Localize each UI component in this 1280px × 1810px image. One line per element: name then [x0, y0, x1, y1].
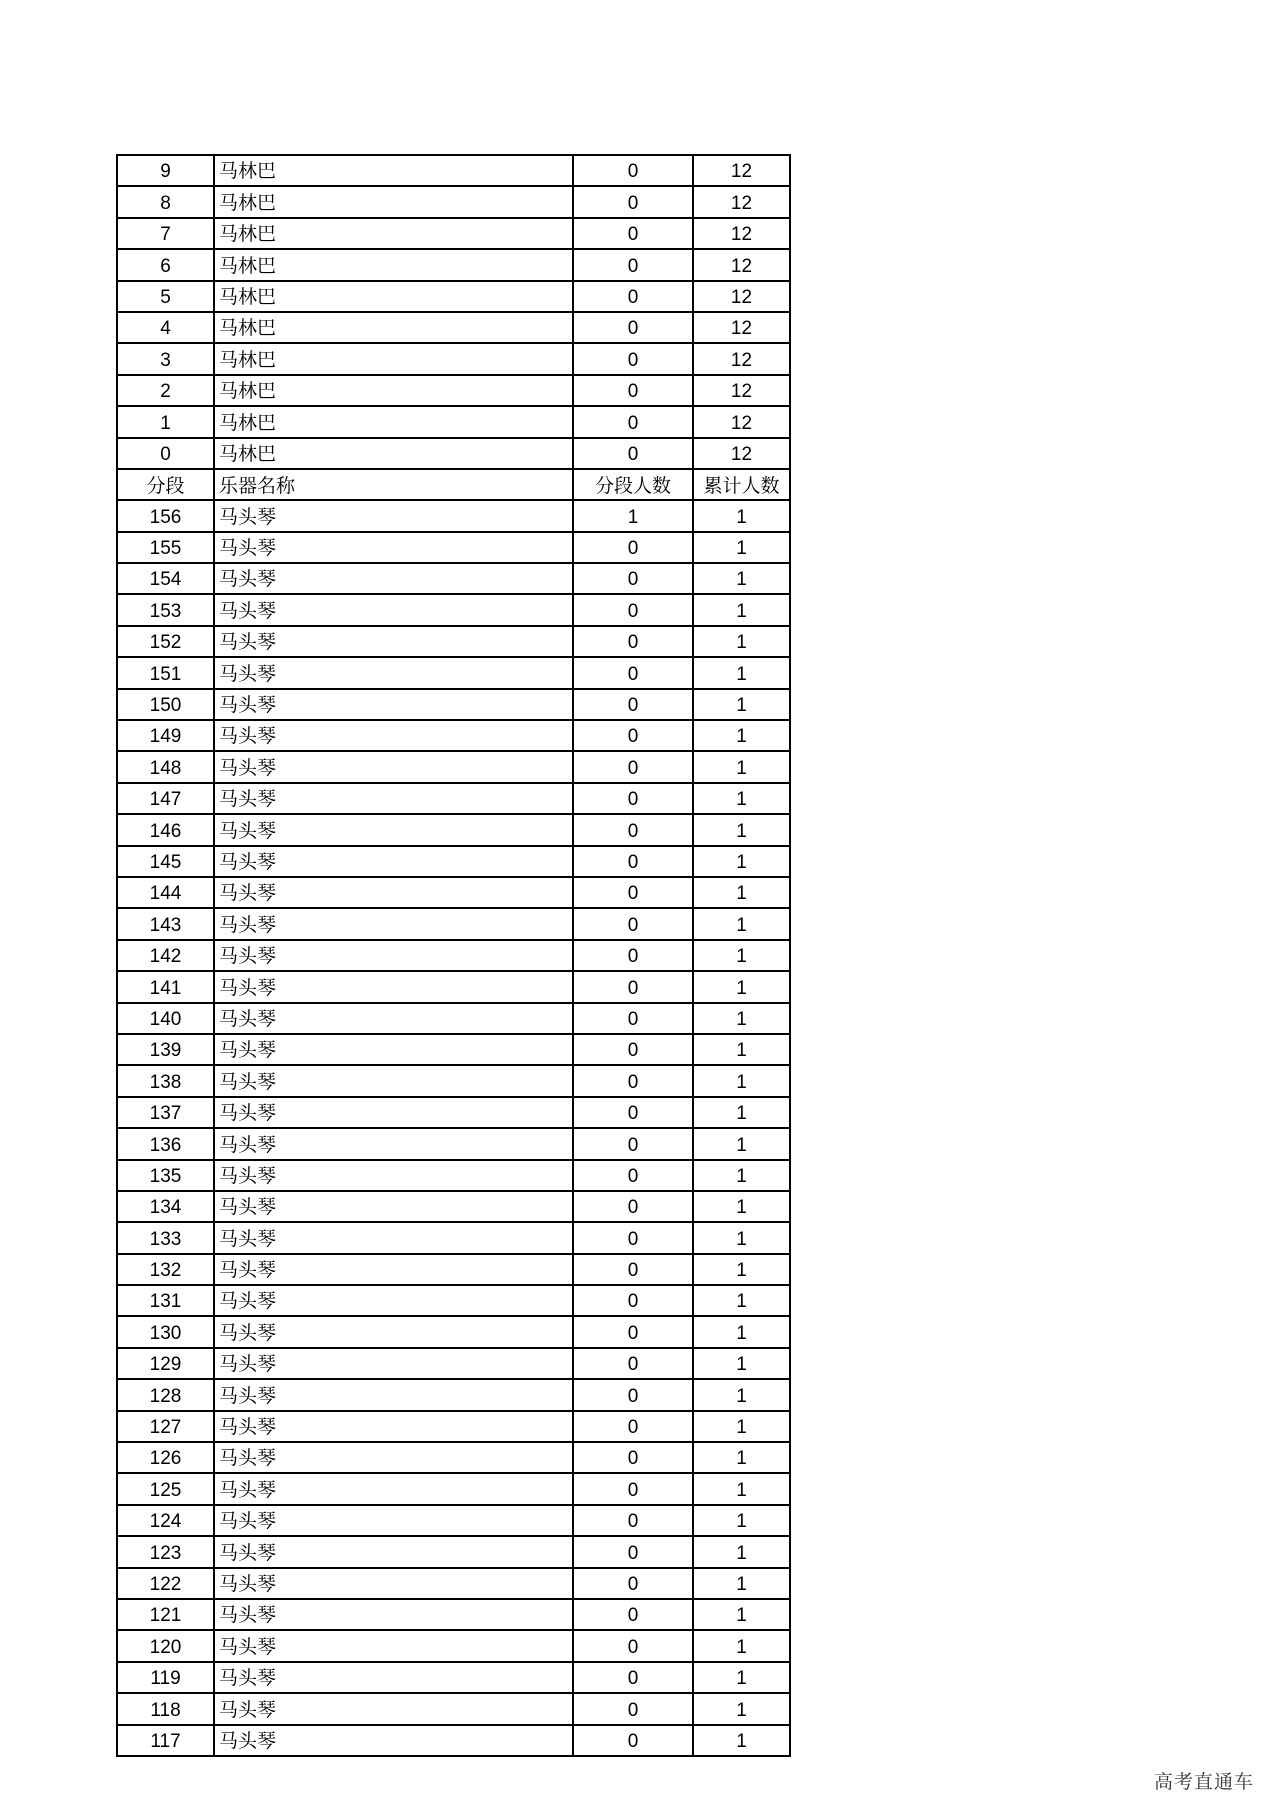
- instrument-name-cell: 马头琴: [214, 940, 573, 971]
- segment-count-cell: 0: [573, 1505, 693, 1536]
- instrument-name-cell: 马头琴: [214, 1222, 573, 1253]
- instrument-name-cell: 马头琴: [214, 783, 573, 814]
- segment-count-cell: 0: [573, 343, 693, 374]
- table-row: [117, 1630, 790, 1661]
- segment-cell: 154: [117, 563, 214, 594]
- instrument-name-cell: 马林巴: [214, 438, 573, 469]
- table-row: [117, 343, 790, 374]
- instrument-name-cell: 马头琴: [214, 1316, 573, 1347]
- instrument-name-cell: 马头琴: [214, 720, 573, 751]
- segment-cell: 122: [117, 1568, 214, 1599]
- segment-cell: 120: [117, 1630, 214, 1661]
- segment-cell: 134: [117, 1191, 214, 1222]
- cumulative-count-cell: 1: [693, 908, 790, 939]
- table-row: [117, 1662, 790, 1693]
- table-row: [117, 689, 790, 720]
- instrument-name-cell: 马头琴: [214, 1285, 573, 1316]
- segment-cell: 7: [117, 218, 214, 249]
- segment-cell: 9: [117, 155, 214, 186]
- segment-count-cell: 0: [573, 1442, 693, 1473]
- segment-cell: 128: [117, 1379, 214, 1410]
- table-row: [117, 1222, 790, 1253]
- cumulative-count-cell: 12: [693, 249, 790, 280]
- segment-cell: 155: [117, 532, 214, 563]
- table-row: [117, 218, 790, 249]
- cumulative-count-cell: 1: [693, 1348, 790, 1379]
- instrument-name-cell: 马头琴: [214, 1191, 573, 1222]
- segment-cell: 119: [117, 1662, 214, 1693]
- cumulative-count-cell: 1: [693, 1630, 790, 1661]
- table-row: [117, 281, 790, 312]
- cumulative-count-cell: 1: [693, 1160, 790, 1191]
- segment-count-cell: 0: [573, 1065, 693, 1096]
- table-row: [117, 908, 790, 939]
- segment-cell: 132: [117, 1254, 214, 1285]
- cumulative-count-cell: 1: [693, 1254, 790, 1285]
- cumulative-count-cell: 1: [693, 532, 790, 563]
- segment-count-cell: 0: [573, 940, 693, 971]
- segment-cell: 2: [117, 375, 214, 406]
- segment-cell: 133: [117, 1222, 214, 1253]
- segment-cell: 138: [117, 1065, 214, 1096]
- table-row: [117, 563, 790, 594]
- cumulative-count-cell: 1: [693, 846, 790, 877]
- segment-cell: 144: [117, 877, 214, 908]
- table-row: [117, 500, 790, 531]
- instrument-name-cell: 马头琴: [214, 594, 573, 625]
- table-row: [117, 1568, 790, 1599]
- table-row: [117, 1348, 790, 1379]
- cumulative-count-cell: 12: [693, 343, 790, 374]
- segment-cell: 118: [117, 1693, 214, 1724]
- segment-count-cell: 0: [573, 1034, 693, 1065]
- instrument-name-cell: 马头琴: [214, 1442, 573, 1473]
- segment-cell: 4: [117, 312, 214, 343]
- segment-count-cell: 0: [573, 1473, 693, 1504]
- table-row: [117, 155, 790, 186]
- segment-cell: 117: [117, 1725, 214, 1756]
- instrument-name-cell: 马头琴: [214, 846, 573, 877]
- segment-count-cell: 0: [573, 908, 693, 939]
- instrument-name-cell: 马头琴: [214, 751, 573, 782]
- cumulative-count-cell: 1: [693, 1505, 790, 1536]
- table-row: [117, 186, 790, 217]
- table-row: [117, 1725, 790, 1756]
- cumulative-count-cell: 1: [693, 626, 790, 657]
- instrument-name-cell: 马头琴: [214, 1505, 573, 1536]
- instrument-name-cell: 马头琴: [214, 877, 573, 908]
- instrument-name-cell: 马头琴: [214, 1128, 573, 1159]
- instrument-name-cell: 马头琴: [214, 1630, 573, 1661]
- header-cumulative-count-cell: 累计人数: [693, 469, 790, 500]
- table-row: [117, 406, 790, 437]
- watermark-text: 高考直通车: [1153, 1771, 1254, 1793]
- table-row: [117, 940, 790, 971]
- cumulative-count-cell: 12: [693, 155, 790, 186]
- table-row: [117, 720, 790, 751]
- segment-count-cell: 0: [573, 1599, 693, 1630]
- instrument-name-cell: 马林巴: [214, 406, 573, 437]
- segment-count-cell: 0: [573, 218, 693, 249]
- table-row: [117, 1442, 790, 1473]
- table-row: [117, 1505, 790, 1536]
- segment-count-cell: 0: [573, 406, 693, 437]
- segment-cell: 150: [117, 689, 214, 720]
- table-row: [117, 657, 790, 688]
- cumulative-count-cell: 1: [693, 1662, 790, 1693]
- table-row: [117, 1411, 790, 1442]
- table-row: [117, 375, 790, 406]
- segment-cell: 125: [117, 1473, 214, 1504]
- segment-count-cell: 0: [573, 1379, 693, 1410]
- instrument-name-cell: 马头琴: [214, 1254, 573, 1285]
- segment-count-cell: 0: [573, 1568, 693, 1599]
- instrument-name-cell: 马林巴: [214, 343, 573, 374]
- segment-count-cell: 0: [573, 971, 693, 1002]
- table-row: [117, 1693, 790, 1724]
- segment-count-cell: 0: [573, 594, 693, 625]
- segment-count-cell: 0: [573, 1160, 693, 1191]
- segment-count-cell: 0: [573, 877, 693, 908]
- table-row: [117, 438, 790, 469]
- cumulative-count-cell: 1: [693, 1568, 790, 1599]
- cumulative-count-cell: 1: [693, 1034, 790, 1065]
- table-row: [117, 1599, 790, 1630]
- instrument-name-cell: 马头琴: [214, 1599, 573, 1630]
- instrument-name-cell: 马头琴: [214, 1348, 573, 1379]
- cumulative-count-cell: 1: [693, 814, 790, 845]
- instrument-name-cell: 马头琴: [214, 971, 573, 1002]
- segment-count-cell: 0: [573, 846, 693, 877]
- cumulative-count-cell: 1: [693, 657, 790, 688]
- table-row: [117, 312, 790, 343]
- header-segment-count-cell: 分段人数: [573, 469, 693, 500]
- segment-count-cell: 0: [573, 375, 693, 406]
- segment-cell: 121: [117, 1599, 214, 1630]
- instrument-name-cell: 马头琴: [214, 689, 573, 720]
- instrument-name-cell: 马林巴: [214, 249, 573, 280]
- instrument-name-cell: 马头琴: [214, 1160, 573, 1191]
- cumulative-count-cell: 1: [693, 783, 790, 814]
- instrument-name-cell: 马头琴: [214, 814, 573, 845]
- segment-cell: 142: [117, 940, 214, 971]
- segment-count-cell: 0: [573, 1348, 693, 1379]
- cumulative-count-cell: 1: [693, 1442, 790, 1473]
- cumulative-count-cell: 1: [693, 1191, 790, 1222]
- segment-count-cell: 0: [573, 814, 693, 845]
- header-segment-cell: 分段: [117, 469, 214, 500]
- segment-cell: 146: [117, 814, 214, 845]
- cumulative-count-cell: 1: [693, 1411, 790, 1442]
- segment-count-cell: 0: [573, 1316, 693, 1347]
- cumulative-count-cell: 1: [693, 689, 790, 720]
- instrument-name-cell: 马林巴: [214, 281, 573, 312]
- segment-cell: 143: [117, 908, 214, 939]
- table-row: [117, 1285, 790, 1316]
- instrument-name-cell: 马林巴: [214, 312, 573, 343]
- table-row: [117, 1536, 790, 1567]
- cumulative-count-cell: 1: [693, 751, 790, 782]
- segment-count-cell: 0: [573, 657, 693, 688]
- instrument-name-cell: 马头琴: [214, 1662, 573, 1693]
- segment-cell: 127: [117, 1411, 214, 1442]
- segment-count-cell: 0: [573, 1097, 693, 1128]
- cumulative-count-cell: 1: [693, 720, 790, 751]
- cumulative-count-cell: 1: [693, 1316, 790, 1347]
- segment-count-cell: 0: [573, 1191, 693, 1222]
- instrument-name-cell: 马林巴: [214, 186, 573, 217]
- cumulative-count-cell: 1: [693, 1599, 790, 1630]
- cumulative-count-cell: 12: [693, 312, 790, 343]
- table-row: [117, 532, 790, 563]
- instrument-name-cell: 马头琴: [214, 563, 573, 594]
- instrument-name-cell: 马头琴: [214, 1379, 573, 1410]
- instrument-name-cell: 马头琴: [214, 1034, 573, 1065]
- segment-cell: 131: [117, 1285, 214, 1316]
- segment-count-cell: 0: [573, 312, 693, 343]
- segment-cell: 6: [117, 249, 214, 280]
- cumulative-count-cell: 1: [693, 1536, 790, 1567]
- cumulative-count-cell: 1: [693, 877, 790, 908]
- segment-cell: 5: [117, 281, 214, 312]
- table-row: [117, 1473, 790, 1504]
- segment-count-cell: 0: [573, 751, 693, 782]
- table-row: [117, 751, 790, 782]
- segment-cell: 8: [117, 186, 214, 217]
- segment-cell: 147: [117, 783, 214, 814]
- segment-cell: 156: [117, 500, 214, 531]
- instrument-name-cell: 马头琴: [214, 626, 573, 657]
- segment-cell: 137: [117, 1097, 214, 1128]
- segment-count-cell: 0: [573, 155, 693, 186]
- cumulative-count-cell: 1: [693, 1379, 790, 1410]
- table-row: [117, 626, 790, 657]
- segment-count-cell: 0: [573, 249, 693, 280]
- table-row: [117, 1191, 790, 1222]
- table-body: [117, 155, 790, 1756]
- instrument-name-cell: 马林巴: [214, 155, 573, 186]
- segment-count-cell: 0: [573, 783, 693, 814]
- segment-cell: 152: [117, 626, 214, 657]
- segment-count-cell: 0: [573, 1536, 693, 1567]
- table-row: [117, 1034, 790, 1065]
- segment-cell: 141: [117, 971, 214, 1002]
- segment-cell: 126: [117, 1442, 214, 1473]
- cumulative-count-cell: 12: [693, 406, 790, 437]
- segment-cell: 153: [117, 594, 214, 625]
- instrument-name-cell: 马头琴: [214, 908, 573, 939]
- table-row: [117, 814, 790, 845]
- segment-cell: 130: [117, 1316, 214, 1347]
- table-row: [117, 249, 790, 280]
- segment-count-cell: 0: [573, 1693, 693, 1724]
- instrument-name-cell: 马头琴: [214, 532, 573, 563]
- cumulative-count-cell: 12: [693, 281, 790, 312]
- segment-cell: 149: [117, 720, 214, 751]
- cumulative-count-cell: 1: [693, 594, 790, 625]
- segment-count-cell: 0: [573, 1003, 693, 1034]
- table-row: [117, 971, 790, 1002]
- segment-count-cell: 0: [573, 1254, 693, 1285]
- segment-count-cell: 0: [573, 720, 693, 751]
- segment-count-cell: 0: [573, 1285, 693, 1316]
- segment-cell: 136: [117, 1128, 214, 1159]
- table-row: [117, 1128, 790, 1159]
- table-row: [117, 1003, 790, 1034]
- instrument-name-cell: 马头琴: [214, 1097, 573, 1128]
- cumulative-count-cell: 12: [693, 186, 790, 217]
- cumulative-count-cell: 1: [693, 1065, 790, 1096]
- instrument-name-cell: 马头琴: [214, 1693, 573, 1724]
- segment-count-cell: 0: [573, 1128, 693, 1159]
- cumulative-count-cell: 1: [693, 971, 790, 1002]
- segment-cell: 139: [117, 1034, 214, 1065]
- table-header-row: [117, 469, 790, 500]
- segment-count-cell: 0: [573, 532, 693, 563]
- cumulative-count-cell: 1: [693, 940, 790, 971]
- table-row: [117, 1316, 790, 1347]
- instrument-name-cell: 马头琴: [214, 1411, 573, 1442]
- cumulative-count-cell: 1: [693, 1285, 790, 1316]
- segment-cell: 140: [117, 1003, 214, 1034]
- cumulative-count-cell: 1: [693, 1725, 790, 1756]
- segment-count-cell: 0: [573, 438, 693, 469]
- cumulative-count-cell: 12: [693, 375, 790, 406]
- cumulative-count-cell: 1: [693, 1003, 790, 1034]
- table-row: [117, 846, 790, 877]
- cumulative-count-cell: 1: [693, 1473, 790, 1504]
- segment-count-cell: 0: [573, 1411, 693, 1442]
- header-instrument-name-cell: 乐器名称: [214, 469, 573, 500]
- cumulative-count-cell: 12: [693, 438, 790, 469]
- instrument-name-cell: 马头琴: [214, 1065, 573, 1096]
- instrument-name-cell: 马头琴: [214, 1473, 573, 1504]
- table-row: [117, 1160, 790, 1191]
- cumulative-count-cell: 1: [693, 563, 790, 594]
- segment-count-cell: 0: [573, 1222, 693, 1253]
- segment-cell: 148: [117, 751, 214, 782]
- segment-count-cell: 0: [573, 1725, 693, 1756]
- cumulative-count-cell: 1: [693, 1693, 790, 1724]
- score-distribution-table: [116, 154, 791, 1757]
- segment-cell: 3: [117, 343, 214, 374]
- segment-count-cell: 0: [573, 281, 693, 312]
- cumulative-count-cell: 1: [693, 1128, 790, 1159]
- segment-count-cell: 0: [573, 1662, 693, 1693]
- instrument-name-cell: 马头琴: [214, 1003, 573, 1034]
- cumulative-count-cell: 1: [693, 1097, 790, 1128]
- instrument-name-cell: 马头琴: [214, 1536, 573, 1567]
- segment-cell: 129: [117, 1348, 214, 1379]
- table-row: [117, 1379, 790, 1410]
- cumulative-count-cell: 12: [693, 218, 790, 249]
- segment-count-cell: 0: [573, 1630, 693, 1661]
- cumulative-count-cell: 1: [693, 500, 790, 531]
- instrument-name-cell: 马林巴: [214, 218, 573, 249]
- instrument-name-cell: 马林巴: [214, 375, 573, 406]
- table-row: [117, 1254, 790, 1285]
- segment-cell: 151: [117, 657, 214, 688]
- segment-count-cell: 0: [573, 186, 693, 217]
- instrument-name-cell: 马头琴: [214, 500, 573, 531]
- instrument-name-cell: 马头琴: [214, 657, 573, 688]
- segment-cell: 145: [117, 846, 214, 877]
- segment-cell: 0: [117, 438, 214, 469]
- segment-count-cell: 0: [573, 626, 693, 657]
- segment-cell: 135: [117, 1160, 214, 1191]
- segment-cell: 124: [117, 1505, 214, 1536]
- instrument-name-cell: 马头琴: [214, 1725, 573, 1756]
- table-row: [117, 783, 790, 814]
- table-row: [117, 594, 790, 625]
- segment-count-cell: 1: [573, 500, 693, 531]
- cumulative-count-cell: 1: [693, 1222, 790, 1253]
- table-row: [117, 877, 790, 908]
- table-row: [117, 1097, 790, 1128]
- table-row: [117, 1065, 790, 1096]
- segment-cell: 1: [117, 406, 214, 437]
- segment-cell: 123: [117, 1536, 214, 1567]
- instrument-name-cell: 马头琴: [214, 1568, 573, 1599]
- segment-count-cell: 0: [573, 563, 693, 594]
- segment-count-cell: 0: [573, 689, 693, 720]
